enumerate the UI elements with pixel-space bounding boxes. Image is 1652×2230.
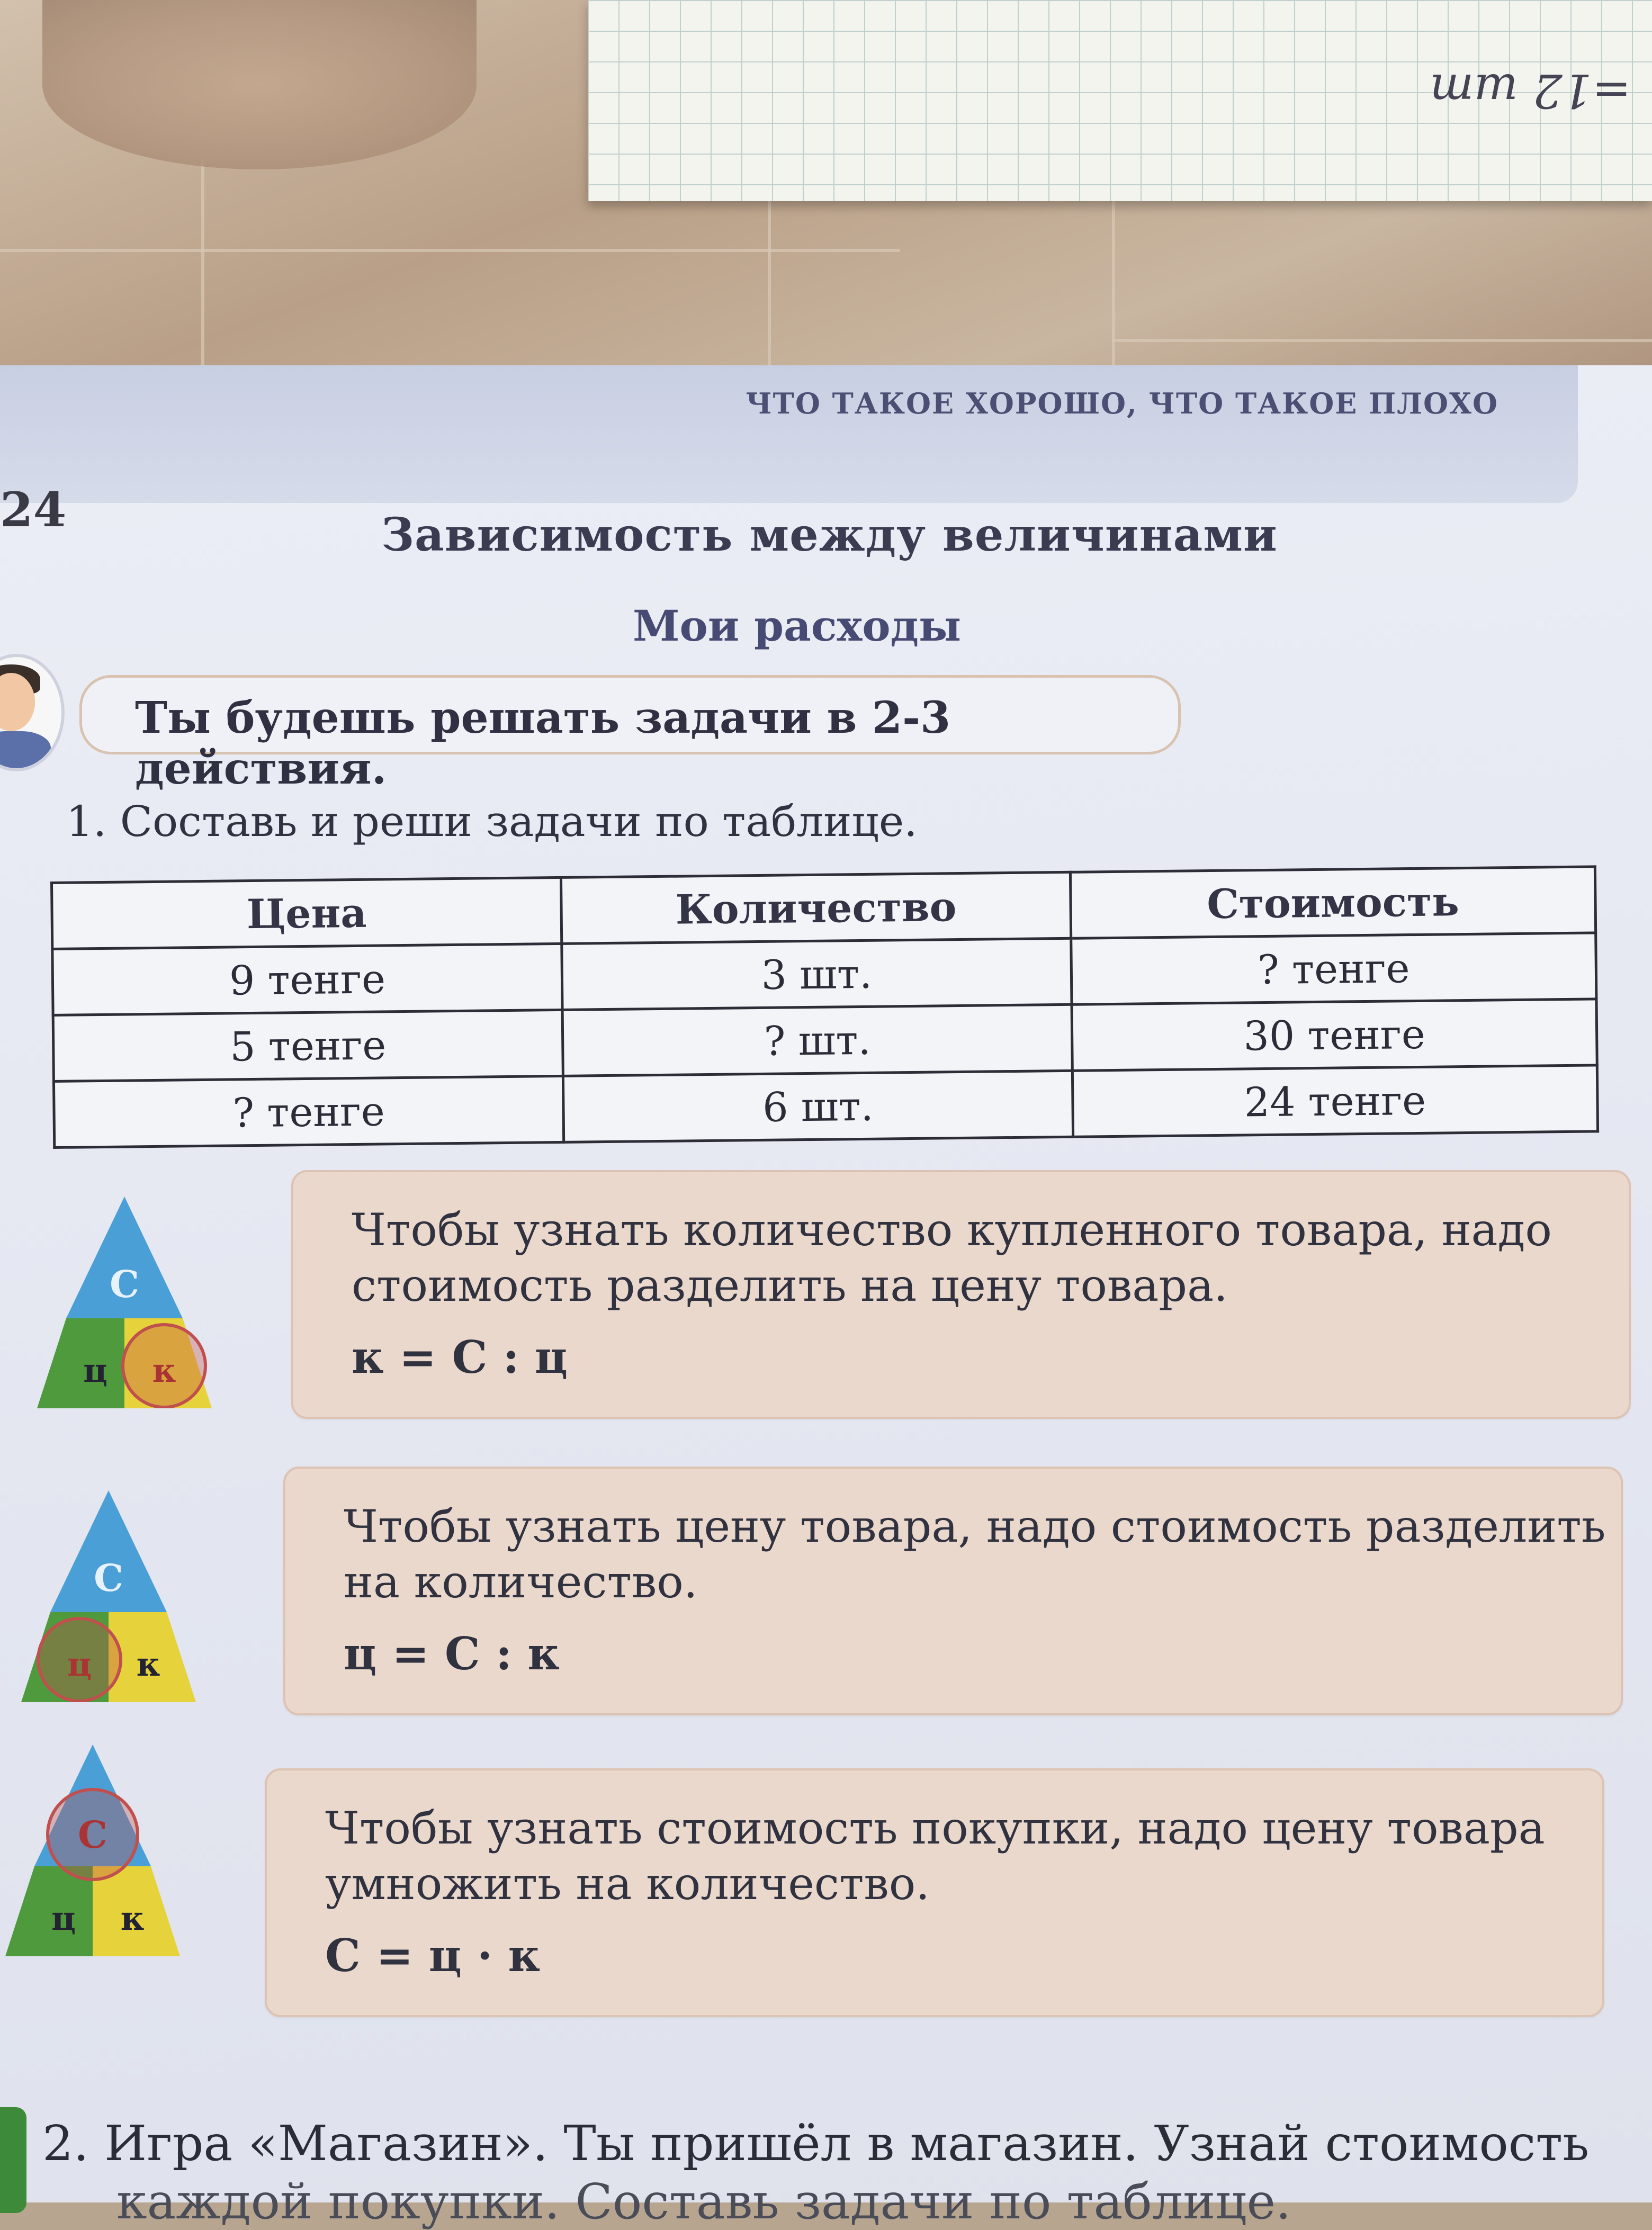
triangle-label-right: к xyxy=(136,1645,160,1684)
triangle-price-icon xyxy=(21,1490,196,1702)
task-2 xyxy=(0,2105,1652,2230)
tile-seam xyxy=(1112,175,1115,386)
triangle-label-left: ц xyxy=(67,1645,92,1684)
table-cell: ? тенге xyxy=(53,1076,563,1147)
rule-text-line2: на количество. xyxy=(344,1556,698,1608)
lesson-title: Мои расходы xyxy=(633,601,962,651)
rule-card-cost xyxy=(265,1768,1604,2017)
rule-formula: к = С : ц xyxy=(352,1331,568,1383)
table-cell: 5 тенге xyxy=(53,1010,563,1081)
triangle-label-top: С xyxy=(78,1813,107,1857)
price-table xyxy=(50,865,1599,1149)
rule-text-line1: Чтобы узнать цену товара, надо стоимость разделить xyxy=(344,1500,1606,1552)
table-cell: ? шт. xyxy=(562,1004,1072,1076)
goal-box xyxy=(79,675,1181,794)
tile-seam xyxy=(1112,339,1652,342)
table-cell: 30 тенге xyxy=(1072,999,1597,1071)
rule-formula: ц = С : к xyxy=(344,1627,560,1680)
table-cell: 9 тенге xyxy=(52,943,562,1015)
task-1-instruction: 1. Составь и реши задачи по таблице. xyxy=(66,797,918,846)
rule-text-line2: умножить на количество. xyxy=(325,1858,930,1910)
header-quantity: Количество xyxy=(561,872,1071,943)
rule-card-quantity xyxy=(291,1170,1631,1419)
avatar-body xyxy=(0,731,51,771)
leaf-pattern xyxy=(42,0,477,169)
textbook-page xyxy=(0,365,1652,2230)
table-cell: 6 шт. xyxy=(563,1071,1073,1142)
goal-text: Ты будешь решать задачи в 2-3 действия. xyxy=(135,693,951,794)
header-band xyxy=(0,365,1578,503)
task-2-continuation: каждой покупки. Составь задачи по таблице. xyxy=(116,2173,1291,2230)
notebook-handwriting: =12 шт xyxy=(1429,64,1631,118)
triangle-label-top: С xyxy=(94,1556,123,1600)
header-price: Цена xyxy=(52,877,562,949)
rule-text-line1: Чтобы узнать количество купленного товара, надо xyxy=(352,1204,1552,1256)
page-number: 24 xyxy=(0,482,67,538)
triangle-label-right: к xyxy=(152,1351,176,1390)
header-cost: Стоимость xyxy=(1070,867,1595,938)
triangle-label-left: ц xyxy=(83,1351,107,1390)
triangle-label-right: к xyxy=(120,1899,145,1938)
triangle-cost-icon xyxy=(5,1745,180,1956)
student-avatar xyxy=(0,654,65,771)
table-cell: 3 шт. xyxy=(562,938,1072,1010)
task-2-instruction: 2. Игра «Магазин». Ты пришёл в магазин. Узнай стоимость xyxy=(42,2115,1590,2172)
table-cell: ? тенге xyxy=(1071,933,1596,1004)
section-header: ЧТО ТАКОЕ ХОРОШО, ЧТО ТАКОЕ ПЛОХО xyxy=(746,386,1498,420)
triangle-quantity-icon xyxy=(37,1197,212,1408)
rule-card-price xyxy=(283,1467,1623,1715)
rule-text-line1: Чтобы узнать стоимость покупки, надо цену товара xyxy=(325,1802,1545,1854)
tile-seam xyxy=(0,249,900,252)
rule-text-line2: стоимость разделить на цену товара. xyxy=(352,1260,1228,1311)
notebook-sheet xyxy=(588,0,1652,201)
triangle-label-left: ц xyxy=(51,1899,76,1938)
triangle-label-top: С xyxy=(110,1262,139,1306)
chapter-title: Зависимость между величинами xyxy=(381,508,1278,562)
rule-formula: С = ц · к xyxy=(325,1929,541,1982)
table-cell: 24 тенге xyxy=(1072,1065,1597,1137)
